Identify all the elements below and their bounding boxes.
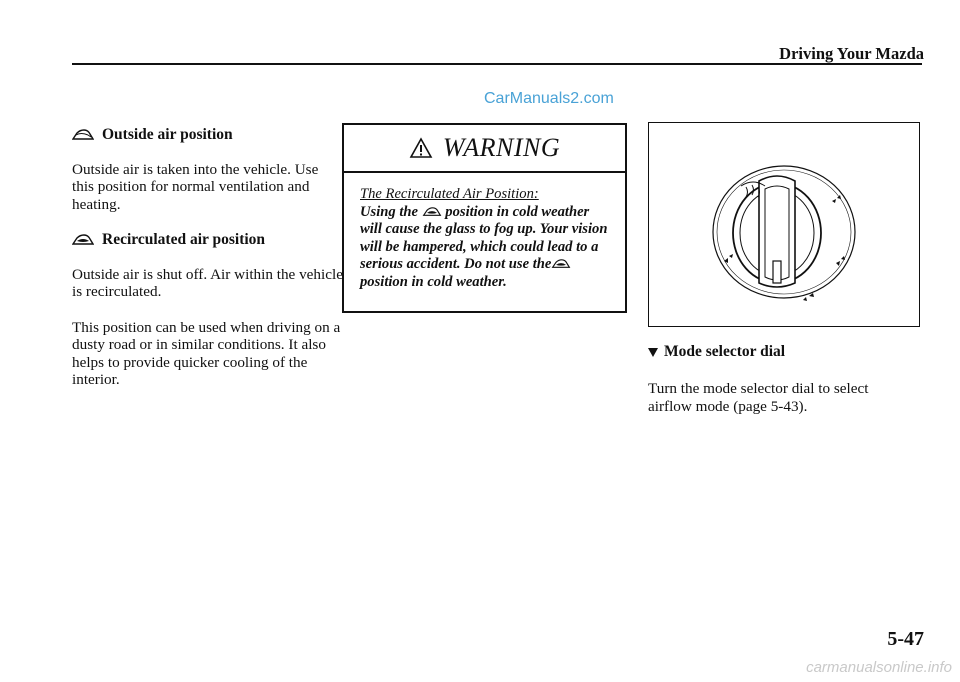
figure-caption-text: Mode selector dial	[664, 343, 786, 360]
mode-selector-figure	[648, 122, 920, 327]
recirculated-air-inline-icon	[422, 207, 442, 217]
mode-selector-dial-illustration	[649, 123, 918, 325]
section-title: Driving Your Mazda	[779, 44, 924, 63]
recirculated-air-heading-text: Recirculated air position	[102, 231, 266, 248]
warning-body	[344, 173, 625, 292]
watermark-bottom[interactable]: carmanualsonline.info	[806, 659, 952, 676]
recirculated-air-text: Outside air is shut off. Air within the vehicle is recirculated.	[72, 265, 343, 300]
warning-triangle-icon	[409, 137, 433, 159]
left-column	[72, 126, 344, 407]
warning-title: WARNING	[442, 133, 561, 162]
figure-description: Turn the mode selector dial to select airflow mode (page 5-43).	[648, 380, 869, 415]
recirculated-air-car-icon	[72, 234, 94, 246]
warning-text-2: position in cold weather will cause the glass to fog up. Your vision will be hampered, which could lead to a serious accident. Do not use the	[360, 203, 608, 273]
warning-text-1: Using the	[360, 203, 418, 220]
triangle-down-icon	[648, 348, 658, 357]
warning-text-3: position in cold weather.	[360, 273, 507, 290]
warning-subtitle: The Recirculated Air Position:	[360, 186, 539, 202]
outside-air-text: Outside air is taken into the vehicle. Use this position for normal ventilation and heating.	[72, 160, 319, 213]
page-number: 5-47	[887, 628, 924, 650]
warning-box	[342, 123, 627, 313]
figure-caption	[648, 343, 785, 361]
header-rule	[72, 63, 922, 65]
outside-air-heading	[72, 126, 344, 144]
recirculated-air-heading	[72, 231, 344, 249]
outside-air-car-icon	[72, 129, 94, 141]
warning-header	[344, 125, 625, 173]
watermark-top[interactable]: CarManuals2.com	[484, 90, 614, 107]
dusty-road-text: This position can be used when driving on a dusty road or in similar conditions. It also helps to provide quicker cooling of the interior.	[72, 318, 341, 388]
outside-air-heading-text: Outside air position	[102, 126, 233, 143]
recirculated-air-inline-icon-2	[551, 259, 571, 269]
